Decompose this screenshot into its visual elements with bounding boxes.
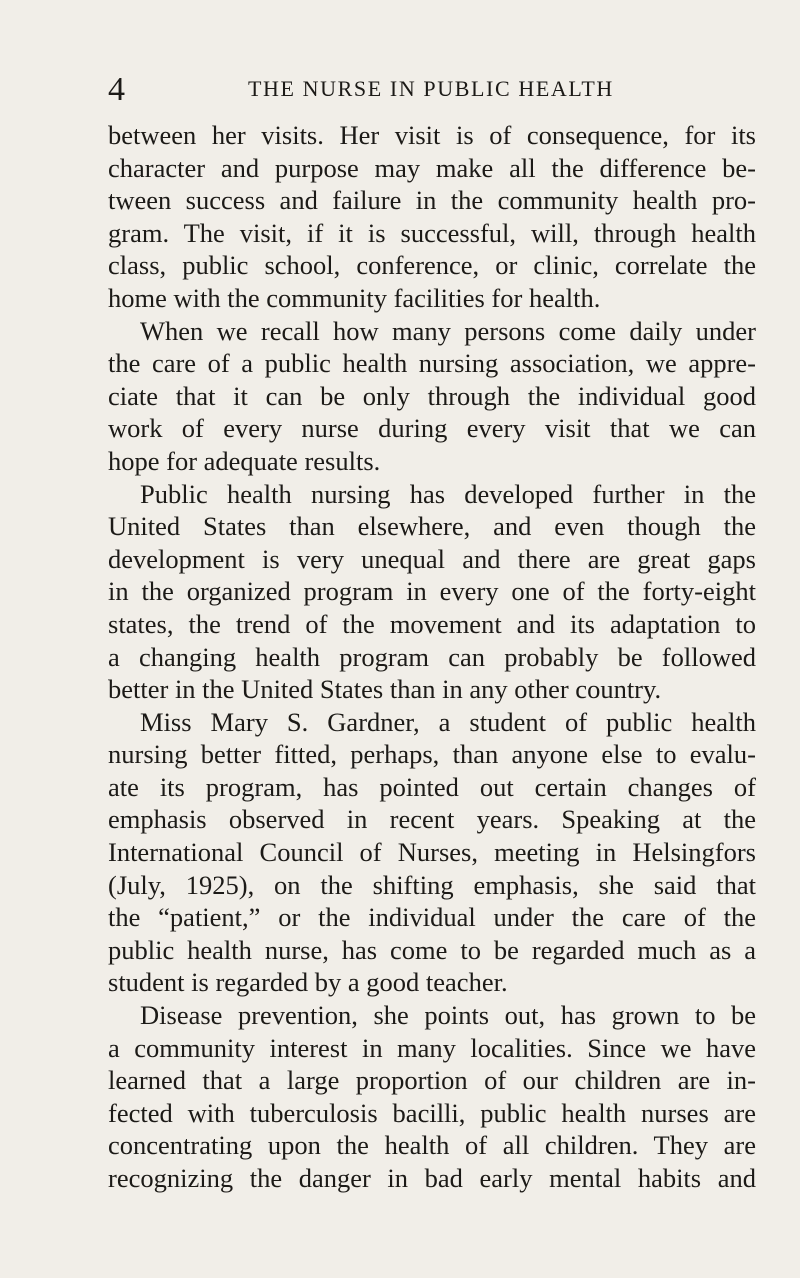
text-line: Miss Mary S. Gardner, a student of public health	[140, 706, 756, 737]
paragraph	[108, 315, 756, 478]
body-text	[108, 119, 756, 1195]
text-line: fected with tuberculosis bacilli, public health nurses are	[108, 1097, 756, 1128]
text-line: a community interest in many localities. Since we have	[108, 1032, 756, 1063]
text-line: states, the trend of the movement and its adaptation to	[108, 608, 756, 639]
text-line: Public health nursing has developed further in the	[140, 478, 756, 509]
text-line: in the organized program in every one of the forty-eight	[108, 576, 756, 607]
paragraph	[108, 999, 756, 1195]
text-line: emphasis observed in recent years. Speaking at the	[108, 804, 756, 835]
text-line: between her visits. Her visit is of consequence, for its	[108, 120, 756, 150]
text-line: the “patient,” or the individual under the care of the	[108, 902, 756, 933]
text-line: the care of a public health nursing association, we appre-	[108, 348, 756, 379]
text-line: better in the United States than in any other country.	[108, 674, 662, 705]
text-line: public health nurse, has come to be regarded much as a	[108, 934, 756, 965]
text-line: work of every nurse during every visit that we can	[108, 413, 756, 444]
text-line: ciate that it can be only through the individual good	[108, 380, 756, 411]
text-line: nursing better fitted, perhaps, than anyone else to evalu-	[108, 739, 756, 770]
text-line: Disease prevention, she points out, has grown to be	[140, 1000, 756, 1031]
paragraph	[108, 119, 756, 315]
text-line: development is very unequal and there are great gaps	[108, 543, 756, 574]
text-line: International Council of Nurses, meeting in Helsingfors	[108, 837, 756, 868]
paragraph	[108, 478, 756, 706]
page-number: 4	[108, 71, 125, 108]
text-line: hope for adequate results.	[108, 445, 381, 476]
running-title: THE NURSE IN PUBLIC HEALTH	[248, 76, 614, 101]
text-line: ate its program, has pointed out certain changes of	[108, 771, 756, 802]
text-line: learned that a large proportion of our children are in-	[108, 1065, 756, 1096]
text-line: class, public school, conference, or clinic, correlate the	[108, 250, 756, 281]
text-line: student is regarded by a good teacher.	[108, 967, 508, 998]
text-line: (July, 1925), on the shifting emphasis, she said that	[108, 869, 756, 900]
text-line: gram. The visit, if it is successful, will, through health	[108, 217, 756, 248]
running-head	[108, 70, 756, 110]
text-line: recognizing the danger in bad early mental habits and	[108, 1163, 756, 1193]
text-line: a changing health program can probably be followed	[108, 641, 756, 672]
text-line: home with the community facilities for health.	[108, 282, 601, 313]
text-line: When we recall how many persons come daily under	[140, 315, 756, 346]
paragraph	[108, 706, 756, 999]
text-line: United States than elsewhere, and even though the	[108, 511, 756, 542]
text-line: concentrating upon the health of all children. They are	[108, 1130, 756, 1161]
text-line: character and purpose may make all the difference be-	[108, 152, 756, 183]
text-line: tween success and failure in the community health pro-	[108, 185, 756, 216]
